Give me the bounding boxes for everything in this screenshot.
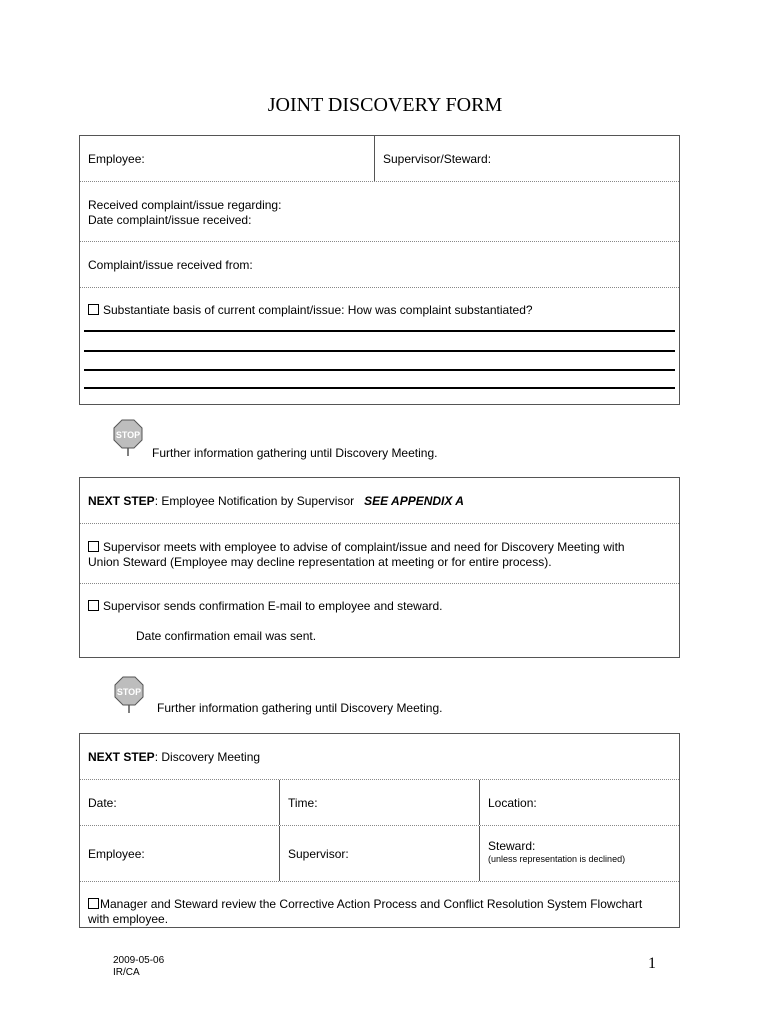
next-step-text: : Employee Notification by Supervisor bbox=[154, 494, 355, 508]
answer-line[interactable] bbox=[84, 330, 675, 332]
row-confirmation bbox=[80, 584, 679, 657]
next-step-text: : Discovery Meeting bbox=[154, 750, 261, 764]
substantiate-checkbox[interactable] bbox=[88, 304, 99, 315]
employee-label: Employee: bbox=[88, 847, 145, 861]
row-received-from[interactable] bbox=[80, 242, 679, 288]
stop-sign-text: STOP bbox=[116, 687, 142, 697]
answer-line[interactable] bbox=[84, 350, 675, 352]
location-label: Location: bbox=[488, 796, 537, 810]
supervisor-steward-cell[interactable] bbox=[374, 136, 679, 181]
steward-note: (unless representation is declined) bbox=[488, 854, 626, 864]
row-next-step-notification bbox=[80, 478, 679, 524]
substantiate-label: Substantiate basis of current complaint/issue: How was complaint substantiated? bbox=[103, 303, 533, 317]
row-received[interactable] bbox=[80, 182, 679, 242]
form-title: JOINT DISCOVERY FORM bbox=[267, 94, 503, 116]
stop-sign-text: STOP bbox=[115, 430, 141, 440]
footer-date: 2009-05-06 bbox=[113, 955, 165, 966]
note-gathering-2: Further information gathering until Discovery Meeting. bbox=[157, 701, 443, 715]
page-number: 1 bbox=[648, 955, 656, 972]
note-gathering-1: Further information gathering until Discovery Meeting. bbox=[152, 446, 438, 460]
row-substantiate bbox=[80, 288, 679, 404]
row-review bbox=[80, 882, 679, 927]
employee-cell[interactable] bbox=[80, 136, 374, 181]
section-notification bbox=[79, 477, 680, 658]
footer-code: IR/CA bbox=[113, 967, 140, 978]
received-from-label: Complaint/issue received from: bbox=[88, 258, 253, 272]
meets-line1: Supervisor meets with employee to advise of complaint/issue and need for Discovery Meeting with bbox=[103, 540, 625, 554]
next-step-label: NEXT STEP bbox=[88, 750, 155, 764]
date-received-label: Date complaint/issue received: bbox=[88, 213, 252, 227]
supervisor-steward-label: Supervisor/Steward: bbox=[383, 152, 492, 166]
employee-cell[interactable] bbox=[80, 826, 279, 881]
location-cell[interactable] bbox=[479, 780, 679, 825]
review-checkbox[interactable] bbox=[88, 898, 99, 909]
employee-label: Employee: bbox=[88, 152, 145, 166]
time-label: Time: bbox=[288, 796, 318, 810]
steward-label: Steward: bbox=[488, 839, 536, 853]
received-regarding-label: Received complaint/issue regarding: bbox=[88, 198, 282, 212]
review-line1: Manager and Steward review the Corrective Action Process and Conflict Resolution System Flowchart bbox=[100, 897, 643, 911]
steward-cell[interactable] bbox=[479, 826, 679, 881]
confirmation-checkbox[interactable] bbox=[88, 600, 99, 611]
row-supervisor-meets bbox=[80, 524, 679, 584]
date-label: Date: bbox=[88, 796, 117, 810]
supervisor-cell[interactable] bbox=[279, 826, 479, 881]
section-complaint bbox=[79, 135, 680, 405]
appendix-link[interactable]: SEE APPENDIX A bbox=[364, 494, 464, 508]
date-sent-label: Date confirmation email was sent. bbox=[136, 629, 317, 643]
meets-line2: Union Steward (Employee may decline representation at meeting or for entire process). bbox=[88, 555, 552, 569]
row-next-step-meeting bbox=[80, 734, 679, 780]
section-discovery-meeting bbox=[79, 733, 680, 928]
footer-info bbox=[113, 955, 164, 979]
row-participants bbox=[80, 826, 679, 882]
time-cell[interactable] bbox=[279, 780, 479, 825]
date-cell[interactable] bbox=[80, 780, 279, 825]
stop-sign-icon bbox=[112, 418, 144, 458]
next-step-label: NEXT STEP bbox=[88, 494, 155, 508]
answer-line[interactable] bbox=[84, 387, 675, 389]
answer-line[interactable] bbox=[84, 369, 675, 371]
row-date-time-location bbox=[80, 780, 679, 826]
supervisor-label: Supervisor: bbox=[288, 847, 349, 861]
row-employee-supervisor bbox=[80, 136, 679, 182]
review-line2: with employee. bbox=[88, 912, 169, 926]
stop-sign-icon bbox=[113, 675, 145, 715]
sends-confirmation-label: Supervisor sends confirmation E-mail to employee and steward. bbox=[103, 599, 443, 613]
meets-checkbox[interactable] bbox=[88, 541, 99, 552]
